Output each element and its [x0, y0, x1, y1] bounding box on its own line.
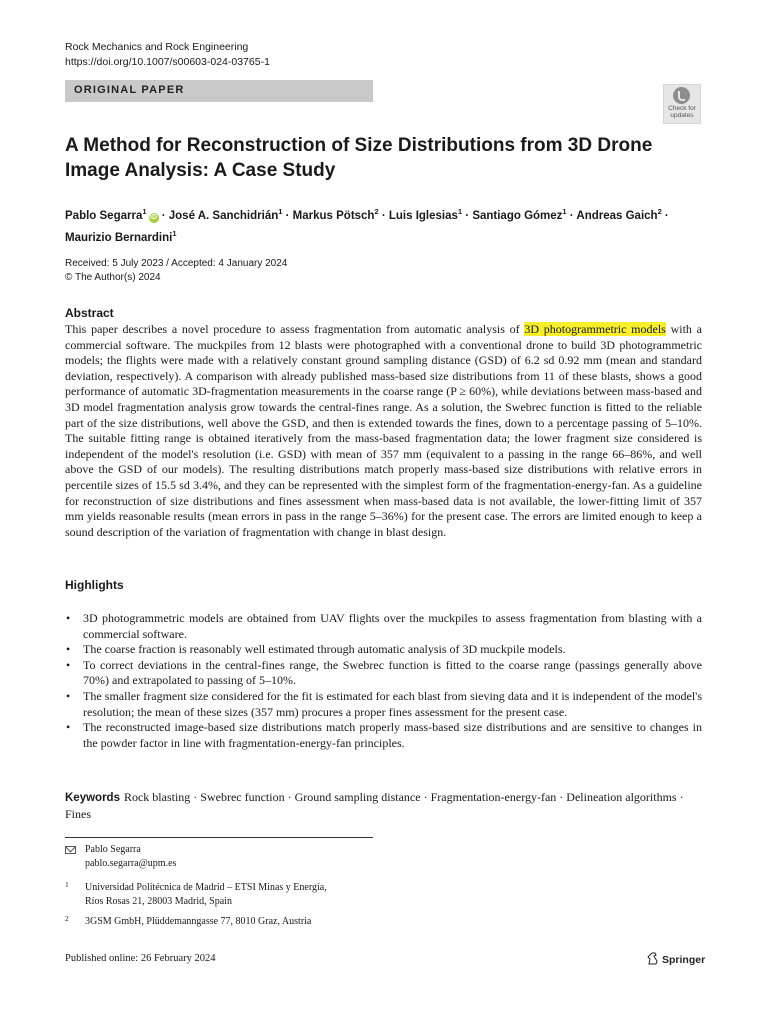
bullet-icon: • — [66, 611, 71, 625]
keywords-text: Rock blasting · Swebrec function · Ground sampling distance · Fragmentation-energy-fan · Delineation algorithms · Fines — [65, 790, 684, 821]
bullet-icon: • — [66, 688, 71, 703]
affiliation-number: 2 — [65, 914, 69, 923]
paper-title: A Method for Reconstruction of Size Distributions from 3D Drone Image Analysis: A Case Study — [65, 135, 653, 181]
bullet-icon: • — [66, 642, 71, 657]
check-for-updates-badge[interactable] — [663, 84, 701, 124]
journal-name: Rock Mechanics and Rock Engineering — [65, 41, 249, 53]
article-type-label: ORIGINAL PAPER — [74, 84, 185, 96]
publisher-logo[interactable] — [647, 952, 705, 966]
keywords — [65, 789, 702, 822]
copyright-line: © The Author(s) 2024 — [65, 272, 161, 283]
article-type-bar — [65, 80, 373, 102]
highlights-list — [65, 611, 702, 751]
bullet-icon: • — [66, 657, 71, 672]
corresponding-author — [65, 843, 176, 871]
journal-header — [65, 40, 270, 70]
affiliation-line: Universidad Politécnica de Madrid – ETSI Minas y Energía, — [85, 882, 327, 893]
bullet-icon: • — [66, 720, 71, 735]
footnote-divider — [65, 837, 373, 838]
author[interactable]: Andreas Gaich$^2$ — [576, 207, 662, 222]
affiliation-number: 1 — [65, 880, 69, 889]
check-updates-icon — [673, 87, 690, 104]
affiliation — [65, 915, 311, 929]
list-item: • The smaller fragment size considered for the fit is estimated for each blast from sieving data and it is independent of the model's resolution; the mean of these sizes (357 mm) procures a proper fines assessment for the present case. — [66, 688, 702, 719]
keywords-heading: Keywords — [65, 792, 120, 804]
doi-link[interactable]: https://doi.org/10.1007/s00603-024-03765-1 — [65, 56, 270, 68]
list-item: • To correct deviations in the central-fines range, the Swebrec function is fitted to the coarse range (passings generally above 70%) and extrapolated to passing of 5–10%. — [66, 657, 702, 688]
envelope-icon — [65, 846, 76, 854]
contact-email[interactable]: pablo.segarra@upm.es — [85, 858, 177, 869]
highlights-heading: Highlights — [65, 578, 124, 592]
affiliation-line: Ríos Rosas 21, 28003 Madrid, Spain — [85, 896, 232, 907]
orcid-icon[interactable]: iD — [150, 214, 158, 221]
received-accepted-dates: Received: 5 July 2023 / Accepted: 4 January 2024 — [65, 258, 288, 269]
published-online: Published online: 26 February 2024 — [65, 953, 216, 964]
author[interactable]: José A. Sanchidrián$^1$ — [168, 207, 283, 222]
publisher-name: Springer — [662, 954, 706, 966]
author[interactable]: Santiago Gómez$^1$ — [472, 207, 567, 222]
list-item: • 3D photogrammetric models are obtained from UAV flights over the muckpiles to assess fragmentation from blasting with a commercial software. — [66, 611, 702, 641]
list-item: • The reconstructed image-based size distributions match properly mass-based size distributions and are sensitive to changes in the powder factor in line with fragmentation-energy-fan principles. — [66, 720, 702, 750]
contact-name: Pablo Segarra — [85, 844, 141, 855]
article-dates — [65, 257, 287, 285]
author[interactable]: Markus Pötsch$^2$ — [292, 207, 379, 222]
author[interactable]: Maurizio Bernardini$^1$ — [65, 229, 177, 244]
abstract-text: This paper describes a novel procedure to assess fragmentation from automatic analysis of 3D photogrammetric models with a commercial software. The muckpiles from 12 blasts were photographed with a conventional drone to build 3D photogrammetric models; the flights were made with a relatively constant ground sampling distance (GSD) of 6.2 sd 0.92 mm (mean and standard deviation, respectively). A comparison with already published mass-based size distributions from 11 of these blasts, shows a good performance of automatic 3D-fragmentation measurements in the coarse range (P ≥ 60%), while deviations between mass-based and 3D model fragmentation analysis grow towards the central-fines range. As a solution, the Swebrec function is fitted to the reliable part of the size distributions, well above the GSD, and then is extended towards the fines, down to a percentage passing of 5–10%. The suitable fitting range is obtained iteratively from the mass-based fragmentation data; the lower fragment size considered is independent of the model's resolution (i.e. GSD) with mean of 357 mm (equivalent to a passing in the range 66–86%, and well above the GSD of our models). The resulting distributions match properly mass-based size distributions with relative errors in percentile sizes of 15.5 sd 3.4%, and they can be represented with the simplest form of the fragmentation-energy-fan. As a guideline for reconstruction of size distributions and fines assessment when mass-based data is not available, the lower-fitting limit of 357 mm yields reasonable results (mean errors in pass in the range 5–36%) for the present case. The errors are limited enough to keep a sound description of the variation of fragmentation with change in blast design. — [65, 322, 702, 539]
springer-horse-icon — [647, 952, 658, 965]
affiliation — [65, 881, 327, 909]
author-list: Pablo Segarra$^1$iD · José A. Sanchidrián$^1$ · Markus Pötsch$^2$ · Luis Iglesias$^1$ · Santiago Gómez$^1$ · Andreas Gaich$^2$ · Maurizio Bernardini$^1$ — [65, 207, 669, 244]
abstract-heading: Abstract — [65, 306, 114, 320]
affiliation-line: 3GSM GmbH, Plüddemanngasse 77, 8010 Graz, Austria — [85, 916, 312, 927]
list-item: • The coarse fraction is reasonably well estimated through automatic analysis of 3D muckpile models. — [66, 642, 566, 657]
check-updates-label: Check for updates — [668, 105, 696, 119]
highlighted-text[interactable]: 3D photogrammetric models — [524, 322, 666, 336]
author[interactable]: Pablo Segarra$^1$iD — [65, 207, 158, 222]
author[interactable]: Luis Iglesias$^1$ — [388, 207, 463, 222]
